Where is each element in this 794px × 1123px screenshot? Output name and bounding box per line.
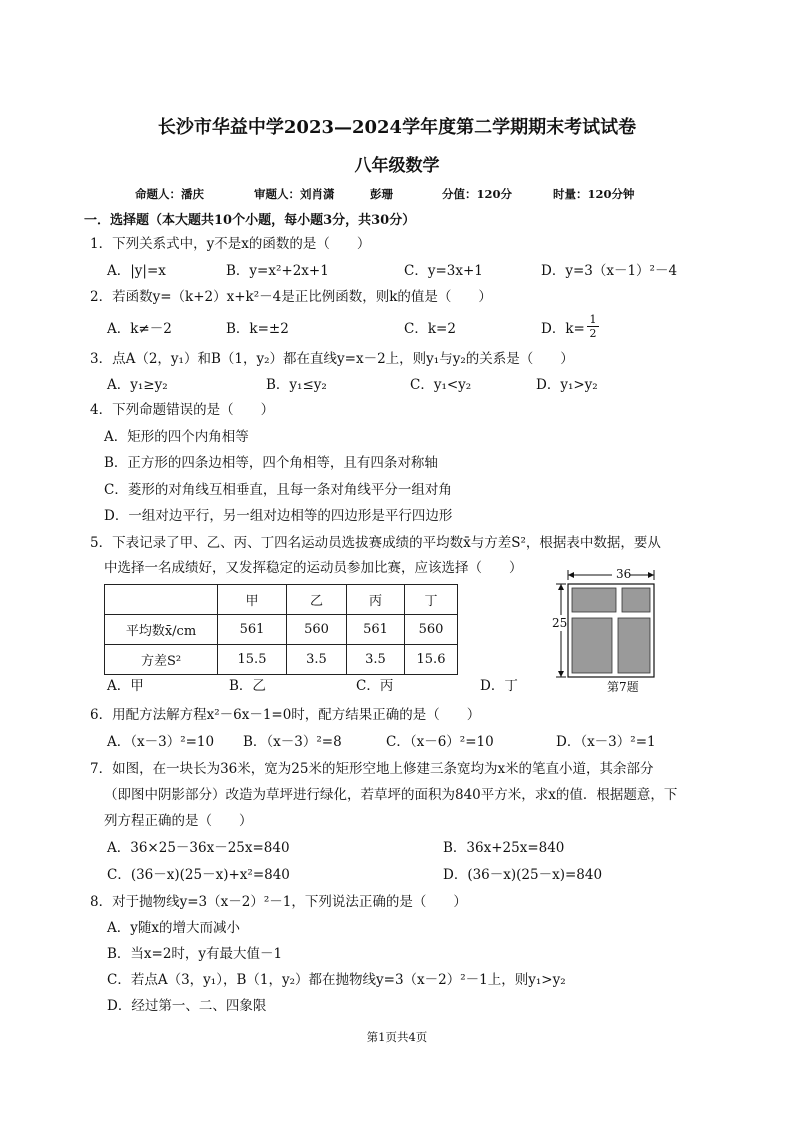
q4-option-a: A．矩形的四个内角相等: [104, 429, 249, 445]
q7-stem-line3: 列方程正确的是（ ）: [104, 813, 253, 829]
exam-title: 长沙市华益中学2023—2024学年度第二学期期末考试试卷: [157, 117, 637, 138]
page-footer: 第1页共4页: [366, 1030, 428, 1044]
table-cell: 560: [405, 615, 458, 645]
q2-fraction-numerator: 1: [587, 313, 599, 327]
q2-option-d: D．k=: [541, 321, 585, 337]
q8-option-a: A．y随x的增大而减小: [107, 920, 240, 936]
q1-option-b: B．y=x²+2x+1: [226, 263, 329, 279]
table-header-cell: [105, 585, 218, 615]
figure-7-width-label: 36: [616, 567, 632, 581]
q2-option-c: C．k=2: [404, 321, 456, 337]
q2-stem: 2．若函数y=（k+2）x+k²－4是正比例函数，则k的值是（ ）: [90, 289, 492, 305]
q7-option-b: B．36x+25x=840: [443, 840, 565, 856]
q8-option-b: B．当x=2时，y有最大值－1: [107, 946, 283, 962]
q3-option-c: C．y₁<y₂: [410, 377, 472, 393]
q7-option-a: A．36×25－36x－25x=840: [107, 840, 290, 856]
reviewer: 审题人：刘肖潇: [254, 187, 335, 201]
q1-option-d: D．y=3（x－1）²－4: [541, 263, 678, 279]
time-info: 时量：120分钟: [553, 187, 635, 201]
q4-option-d: D．一组对边平行，另一组对边相等的四边形是平行四边形: [104, 508, 453, 524]
q5-option-c: C．丙: [356, 678, 394, 694]
table-header-cell: 乙: [287, 585, 347, 615]
q4-stem: 4．下列命题错误的是（ ）: [90, 402, 275, 418]
q2-fraction-denominator: 2: [589, 327, 597, 340]
table-cell: 方差S²: [105, 645, 218, 675]
q6-option-c: C．（x－6）²=10: [386, 734, 494, 750]
table-header-cell: 甲: [218, 585, 287, 615]
q7-option-d: D．(36－x)(25－x)=840: [443, 867, 603, 883]
q1-stem: 1．下列关系式中，y不是x的函数的是（ ）: [90, 236, 371, 252]
score-info: 分值：120分: [442, 187, 513, 201]
q5-option-d: D．丁: [480, 678, 518, 694]
q7-option-c: C．(36－x)(25－x)+x²=840: [107, 867, 290, 883]
figure-7-height-label: 25: [552, 616, 568, 630]
q6-stem: 6．用配方法解方程x²－6x－1=0时，配方结果正确的是（ ）: [90, 707, 481, 723]
q2-option-b: B．k=±2: [226, 321, 289, 337]
table-cell: 561: [347, 615, 405, 645]
table-cell: 560: [287, 615, 347, 645]
exam-subtitle: 八年级数学: [354, 156, 440, 176]
table-cell: 15.6: [405, 645, 458, 675]
table-header-row: [105, 585, 458, 615]
q7-stem-line1: 7．如图，在一块长为36米，宽为25米的矩形空地上修建三条宽均为x米的笔直小道，其余部分: [90, 761, 654, 777]
q1-option-c: C．y=3x+1: [404, 263, 483, 279]
q8-option-c: C．若点A（3，y₁），B（1，y₂）都在抛物线y=3（x－2）²－1上，则y₁>y₂: [107, 972, 566, 988]
q5-option-a: A．甲: [107, 678, 144, 694]
q2-option-a: A．k≠－2: [107, 321, 172, 337]
q6-option-b: B．（x－3）²=8: [243, 734, 342, 750]
table-row: [105, 645, 458, 675]
figure-7: [548, 567, 658, 687]
q5-option-b: B．乙: [229, 678, 266, 694]
q8-option-d: D．经过第一、二、四象限: [107, 998, 267, 1014]
q5-stem-line1: 5．下表记录了甲、乙、丙、丁四名运动员选拔赛成绩的平均数x̄与方差S²，根据表中数据，要从: [90, 535, 661, 551]
q6-option-a: A．（x－3）²=10: [107, 734, 215, 750]
q3-option-a: A．y₁≥y₂: [107, 377, 168, 393]
q2-fraction: [587, 313, 599, 340]
figure-7-caption: 第7题: [607, 680, 639, 694]
q3-stem: 3．点A（2，y₁）和B（1，y₂）都在直线y=x－2上，则y₁与y₂的关系是（ ）: [90, 351, 574, 367]
table-cell: 3.5: [287, 645, 347, 675]
q3-option-d: D．y₁>y₂: [536, 377, 598, 393]
table-row: [105, 615, 458, 645]
q6-option-d: D．（x－3）²=1: [556, 734, 656, 750]
table-cell: 3.5: [347, 645, 405, 675]
table-cell: 15.5: [218, 645, 287, 675]
table-header-cell: 丁: [405, 585, 458, 615]
q4-option-c: C．菱形的对角线互相垂直，且每一条对角线平分一组对角: [104, 482, 452, 498]
q4-option-b: B．正方形的四条边相等，四个角相等，且有四条对称轴: [104, 455, 438, 471]
q5-score-table: [104, 584, 458, 675]
q8-stem: 8．对于抛物线y=3（x－2）²－1，下列说法正确的是（ ）: [90, 894, 467, 910]
table-cell: 平均数x̄/cm: [105, 615, 218, 645]
table-header-cell: 丙: [347, 585, 405, 615]
q1-option-a: A．|y|=x: [107, 263, 166, 279]
setter: 命题人：潘庆: [135, 187, 204, 201]
q5-stem-line2: 中选择一名成绩好，又发挥稳定的运动员参加比赛，应该选择（ ）: [104, 560, 523, 576]
section-heading: 一．选择题（本大题共10个小题，每小题3分，共30分）: [84, 213, 416, 228]
table-cell: 561: [218, 615, 287, 645]
q7-stem-line2: （即图中阴影部分）改造为草坪进行绿化，若草坪的面积为840平方米，求x的值．根据题意，下: [104, 787, 678, 803]
q3-option-b: B．y₁≤y₂: [266, 377, 327, 393]
reviewer-2: 彭珊: [370, 187, 393, 201]
